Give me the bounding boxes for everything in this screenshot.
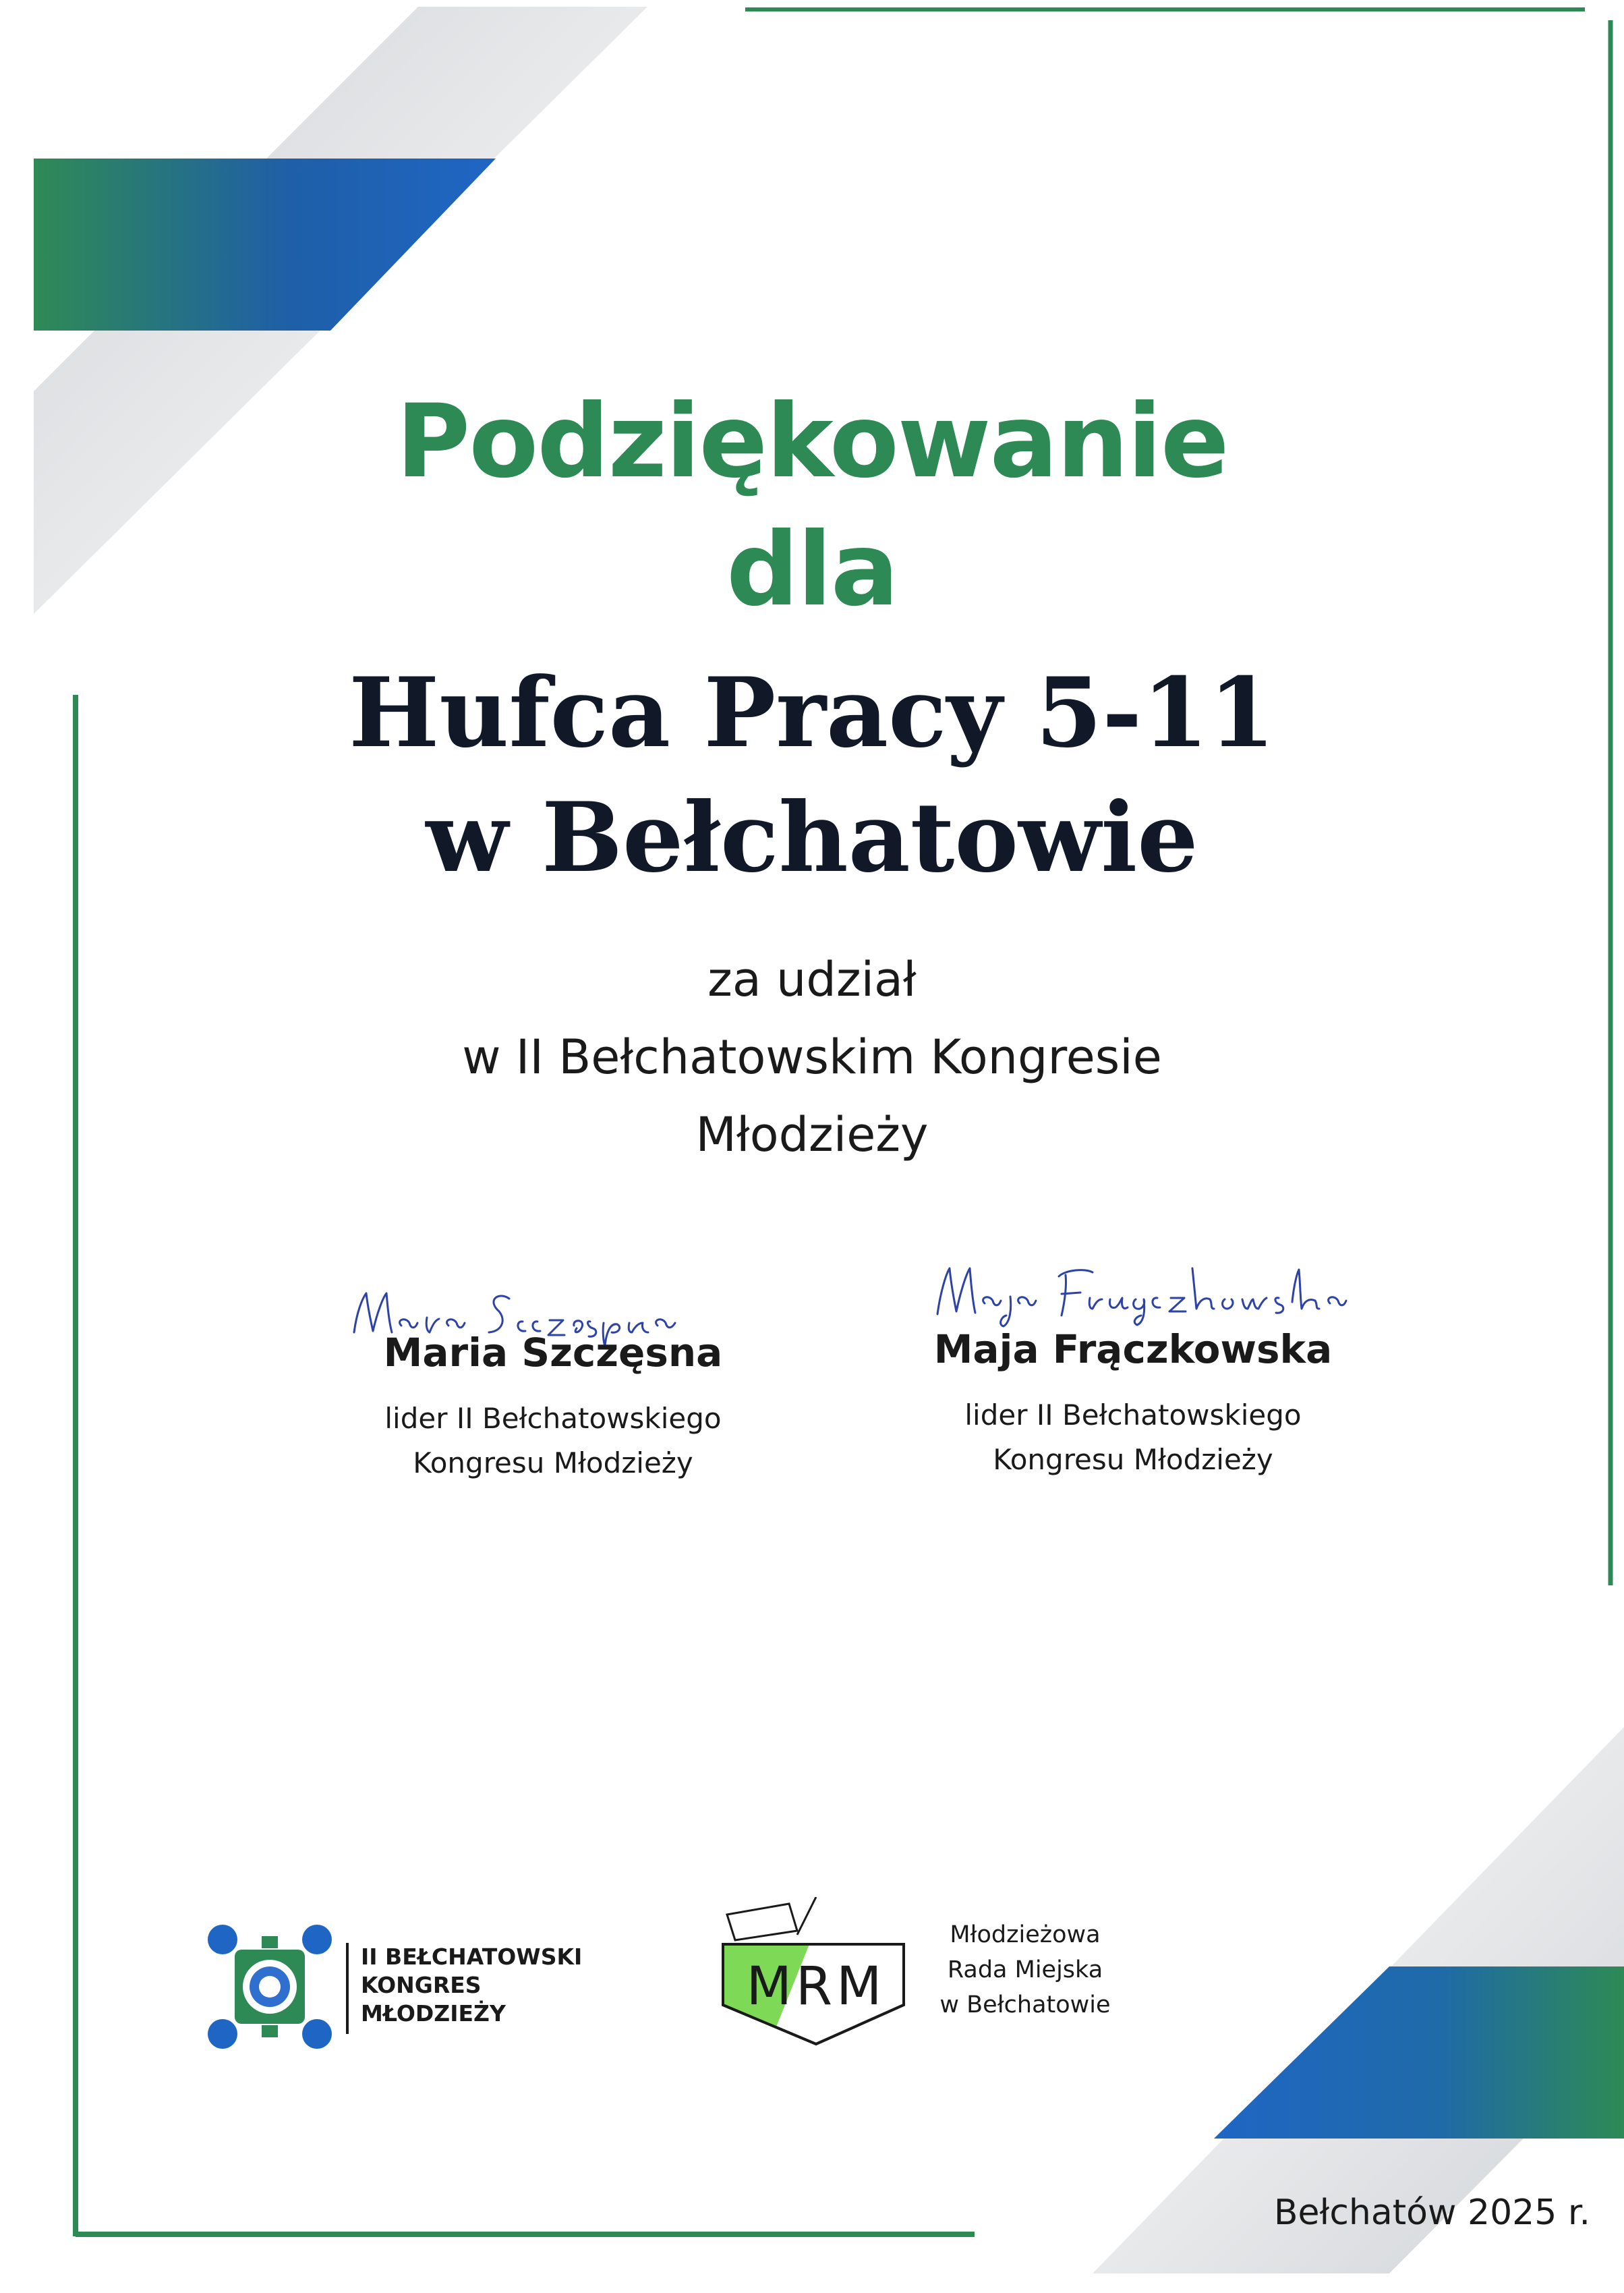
signatory-left-role-line-1: lider II Bełchatowskiego [384,1402,722,1435]
kongres-logo-text [361,1943,582,2028]
signatory-right-role-line-1: lider II Bełchatowskiego [964,1398,1302,1432]
award-reason [0,941,1624,1174]
reason-line-3: Młodzieży [695,1107,929,1162]
kongres-logo-icon [202,1923,337,2051]
mrm-logo-line-1: Młodzieżowa [950,1921,1101,1948]
reason-line-1: za udział [707,952,917,1007]
signatory-right-role [843,1393,1423,1482]
recipient-name [0,651,1624,901]
signatory-right-role-line-2: Kongresu Młodzieży [993,1443,1273,1476]
mrm-logo-line-3: w Bełchatowie [939,1991,1111,2018]
title-line-1: Podziękowanie [396,383,1228,501]
mrm-logo-line-2: Rada Miejska [947,1956,1103,1983]
kongres-logo-line-3: MŁODZIEŻY [361,2000,506,2027]
bottom-right-band [1214,1966,1624,2139]
mrm-logo-text [917,1917,1133,2022]
signatory-right-name: Maja Frączkowska [933,1326,1333,1372]
kongres-logo-divider [346,1943,349,2034]
certificate-title [0,378,1624,634]
recipient-line-1: Hufca Pracy 5-11 [349,657,1275,769]
reason-line-2: w II Bełchatowskim Kongresie [462,1029,1162,1085]
top-left-band [34,159,496,331]
signatory-left-name: Maria Szczęsna [383,1330,723,1376]
title-line-2: dla [726,511,898,629]
recipient-line-2: w Bełchatowie [426,782,1198,894]
signature-right [931,1255,1349,1329]
mrm-logo-mark: MRM [746,1956,886,2017]
signatory-left-role [263,1396,843,1485]
mrm-logo [715,1897,917,2052]
kongres-logo-line-1: II BEŁCHATOWSKI [361,1944,583,1970]
place-and-date: Bełchatów 2025 r. [1273,2192,1590,2233]
kongres-logo-line-2: KONGRES [361,1972,482,1998]
signatory-left-role-line-2: Kongresu Młodzieży [413,1446,693,1479]
